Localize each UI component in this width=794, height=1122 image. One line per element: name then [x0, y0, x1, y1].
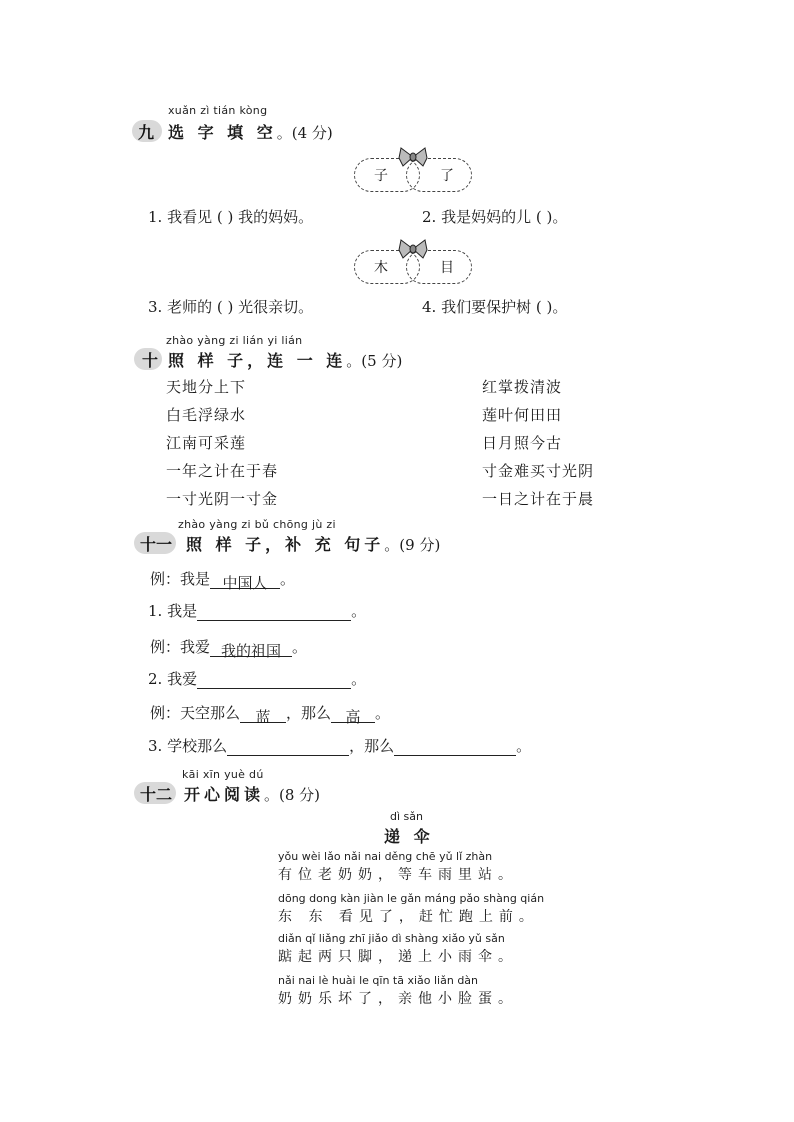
- section10-badge: [142, 348, 158, 371]
- section11-number: 十一: [140, 535, 173, 554]
- match-left-1: 天地分上下: [166, 378, 247, 396]
- section10-score: 。(5 分): [346, 352, 403, 370]
- question-end: 。: [351, 670, 367, 688]
- poem-line-2: 东 东 看见了，赶忙跑上前。: [278, 909, 539, 925]
- s9-question-1: 1. 我看见 ( ) 我的妈妈。: [148, 208, 314, 226]
- section9-badge: [138, 120, 154, 143]
- s11-example-3: [150, 702, 391, 726]
- match-left-5: 一寸光阴一寸金: [166, 490, 279, 508]
- example-mid: ，那么: [286, 704, 332, 722]
- section9-number: 九: [138, 123, 155, 142]
- section10-pinyin: zhào yàng zi lián yi lián: [166, 334, 303, 347]
- section11-badge: [140, 532, 172, 555]
- s9-question-4: 4. 我们要保护树 ( )。: [422, 298, 568, 316]
- match-right-5: 一日之计在于晨: [482, 490, 595, 508]
- s11-example-1: [150, 568, 296, 592]
- answer-blank-2[interactable]: [394, 739, 516, 756]
- choice-char-right: 目: [440, 260, 454, 276]
- poem-line-1-pinyin: yǒu wèi lǎo nǎi nai děng chē yǔ lǐ zhàn: [278, 850, 493, 863]
- match-right-3: 日月照今古: [482, 434, 563, 452]
- question-prefix: 3. 学校那么: [148, 737, 228, 755]
- section12-title: [184, 782, 320, 805]
- s11-question-3: [148, 735, 531, 756]
- choice-char-right: 了: [440, 168, 454, 184]
- section11-score: 。(9 分): [384, 536, 441, 554]
- section10-title: [168, 348, 402, 371]
- match-right-1: 红掌拨清波: [482, 378, 563, 396]
- section10-number: 十: [142, 351, 159, 370]
- poem-line-3-pinyin: diǎn qǐ liǎng zhī jiǎo dì shàng xiǎo yǔ sǎn: [278, 932, 505, 945]
- section12-number: 十二: [140, 785, 173, 804]
- example-answer: 中国人: [210, 572, 280, 589]
- answer-blank[interactable]: [197, 604, 351, 621]
- poem-title-pinyin: dì sǎn: [390, 810, 423, 823]
- question-end: 。: [516, 737, 532, 755]
- section9-title: [168, 120, 333, 143]
- example-prefix: 例：天空那么: [150, 704, 241, 722]
- section9-score: 。(4 分): [276, 124, 333, 142]
- section9-pinyin: xuǎn zì tián kòng: [168, 104, 268, 117]
- question-prefix: 1. 我是: [148, 602, 198, 620]
- char-choice-group-1: [354, 158, 472, 194]
- example-end: 。: [375, 704, 391, 722]
- match-right-4: 寸金难买寸光阴: [482, 462, 595, 480]
- choice-char-left: 子: [374, 168, 388, 184]
- match-right-2: 莲叶何田田: [482, 406, 563, 424]
- match-left-3: 江南可采莲: [166, 434, 247, 452]
- poem-line-4-pinyin: nǎi nai lè huài le qīn tā xiǎo liǎn dàn: [278, 974, 479, 987]
- example-answer-1: 蓝: [240, 706, 286, 723]
- example-end: 。: [280, 570, 296, 588]
- question-end: 。: [351, 602, 367, 620]
- section11-title-text: 照 样 子，补 充 句子: [186, 535, 385, 554]
- match-left-2: 白毛浮绿水: [166, 406, 247, 424]
- section12-title-text: 开心阅读: [184, 785, 265, 804]
- example-prefix: 例：我爱: [150, 638, 211, 656]
- bow-icon: [398, 238, 428, 260]
- section12-pinyin: kāi xīn yuè dú: [182, 768, 264, 781]
- question-mid: ，那么: [349, 737, 395, 755]
- answer-blank[interactable]: [197, 672, 351, 689]
- s11-example-2: [150, 636, 308, 660]
- char-choice-group-2: [354, 250, 472, 286]
- section11-pinyin: zhào yàng zi bǔ chōng jù zi: [178, 518, 336, 531]
- poem-line-2-pinyin: dōng dong kàn jiàn le gǎn máng pǎo shàng qián: [278, 892, 545, 905]
- s11-question-2: [148, 668, 366, 689]
- poem-line-1: 有位老奶奶，等车雨里站。: [278, 867, 518, 883]
- example-answer-2: 高: [331, 706, 375, 723]
- answer-blank-1[interactable]: [227, 739, 349, 756]
- example-prefix: 例：我是: [150, 570, 211, 588]
- s9-question-2: 2. 我是妈妈的儿 ( )。: [422, 208, 568, 226]
- example-answer: 我的祖国: [210, 640, 292, 657]
- section12-badge: [140, 782, 172, 805]
- match-left-4: 一年之计在于春: [166, 462, 279, 480]
- s9-question-3: 3. 老师的 ( ) 光很亲切。: [148, 298, 314, 316]
- poem-title: 递 伞: [384, 827, 434, 846]
- section9-title-text: 选 字 填 空: [168, 123, 277, 142]
- poem-line-3: 踮起两只脚，递上小雨伞。: [278, 949, 518, 965]
- choice-char-left: 木: [374, 260, 388, 276]
- poem-line-4: 奶奶乐坏了，亲他小脸蛋。: [278, 991, 518, 1007]
- section10-title-text: 照 样 子，连 一 连: [168, 351, 347, 370]
- section11-title: [186, 532, 440, 555]
- question-prefix: 2. 我爱: [148, 670, 198, 688]
- s11-question-1: [148, 600, 366, 621]
- bow-icon: [398, 146, 428, 168]
- example-end: 。: [292, 638, 308, 656]
- section12-score: 。(8 分): [264, 786, 321, 804]
